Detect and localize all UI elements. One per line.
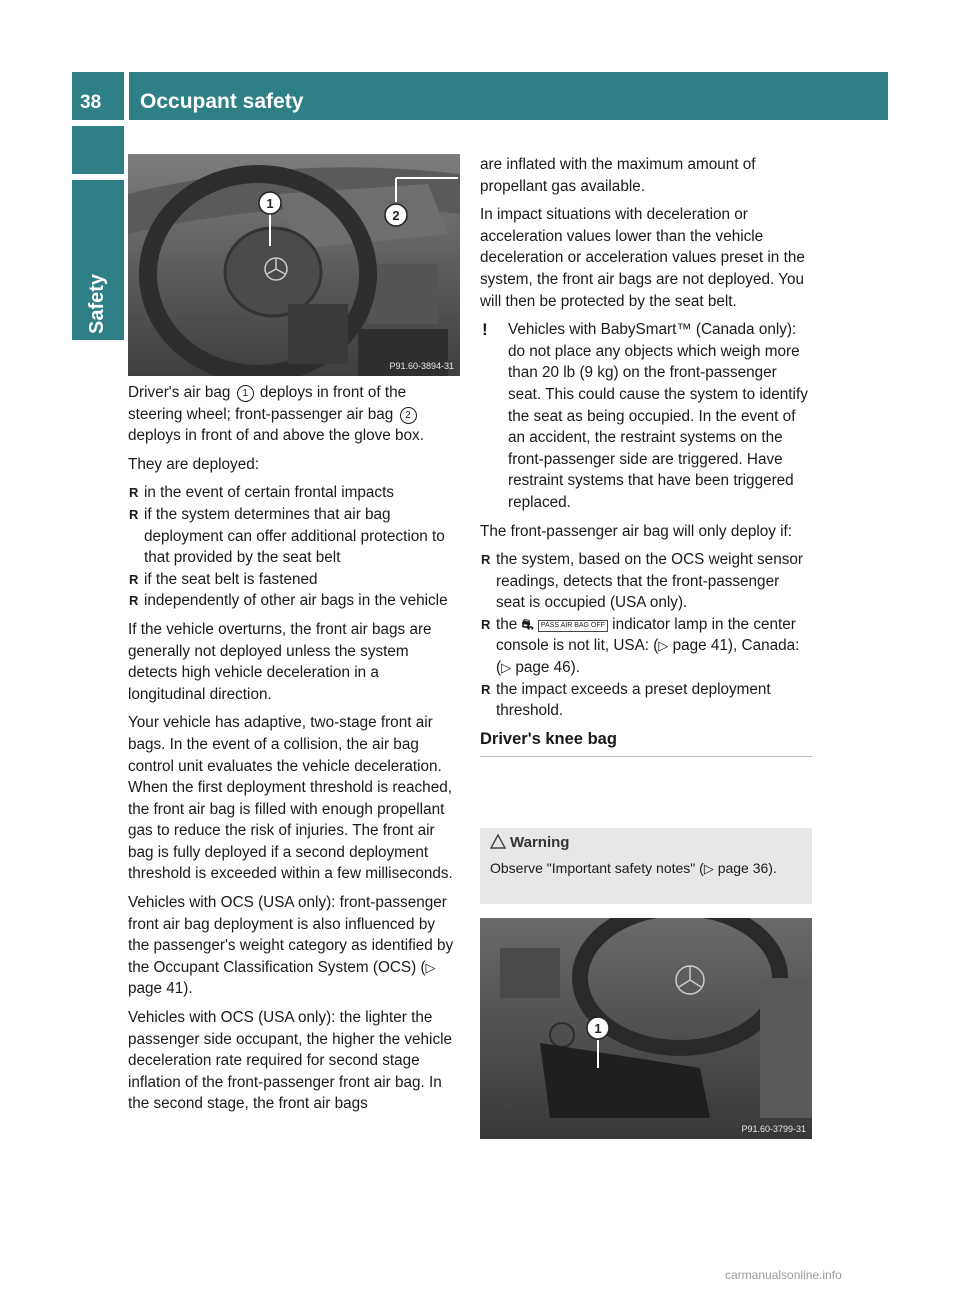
deployment-conditions-list — [128, 482, 460, 612]
warning-title: Warning — [510, 834, 570, 851]
airbag-location-paragraph — [128, 382, 460, 447]
page-ref-icon: ▷ — [703, 861, 714, 876]
inflated-paragraph: are inflated with the maximum amount of propellant gas available. — [480, 156, 756, 195]
page-ref-icon: ▷ — [501, 660, 512, 676]
page-ref-icon: ▷ — [425, 959, 436, 975]
ocs-weight-paragraph: Vehicles with OCS (USA only): the lighter the passenger side occupant, the higher the vehicle deceleration rate required for second stage inflation of the front-passenger front air bag. In the second stage, the front air bags — [128, 1009, 452, 1113]
warning-title-row — [490, 834, 569, 851]
pass-airbag-off-icon: PASS AIR BAG OFF — [538, 620, 608, 632]
list-item: R if the seat belt is fastened — [128, 569, 460, 591]
dashboard-airbag-photo — [128, 154, 460, 376]
page-number: 38 — [80, 92, 102, 113]
right-column — [480, 154, 812, 757]
child-seat-icon: ⛐ — [521, 615, 534, 632]
callout-ref-1: 1 — [237, 385, 254, 402]
low-impact-paragraph: In impact situations with deceleration or acceleration values lower than the vehicle deceleration or acceleration values preset in the system, the front air bags are not deployed. You will then be protected by the seat belt. — [480, 206, 805, 310]
text-run: indicator lamp in the center console is not lit, USA: ( — [496, 615, 796, 655]
list-item: R independently of other air bags in the vehicle — [128, 590, 460, 612]
page-ref-icon: ▷ — [658, 638, 669, 654]
exclamation-icon: ! — [482, 320, 488, 340]
page-ref-link[interactable]: page 41). — [128, 980, 193, 998]
page-ref-link[interactable]: page 41), Canada: ( — [496, 637, 800, 677]
text-run: Driver's air bag — [128, 384, 231, 401]
watermark: carmanualsonline.info — [725, 1268, 842, 1282]
callout-2: 2 — [392, 208, 400, 223]
list-item: R in the event of certain frontal impacts — [128, 482, 460, 504]
front-passenger-conditions-list — [480, 549, 812, 722]
text-run: the — [496, 615, 522, 633]
warning-box — [480, 828, 812, 904]
text-run: Vehicles with OCS (USA only): front-passenger front air bag deployment is also influenced by the passenger's weight category as identified by the Occupant Classification System (OCS) ( — [128, 894, 454, 976]
section-heading: Driver's knee bag — [480, 729, 812, 758]
list-item: R if the system determines that air bag deployment can offer additional protection to that provided by the seat belt — [128, 504, 460, 569]
ocs-paragraph — [128, 892, 460, 1000]
figure-code: P91.60-3894-31 — [389, 361, 454, 371]
text-run: Observe "Important safety notes" ( — [490, 860, 704, 876]
deploy-if-paragraph: The front-passenger air bag will only deploy if: — [480, 522, 793, 540]
text-run: deploys in front of the steering wheel; front-passenger air bag — [128, 384, 407, 423]
knee-bag-photo — [480, 918, 812, 1139]
deployed-intro: They are deployed: — [128, 455, 259, 473]
page-title: Occupant safety — [140, 90, 304, 113]
side-block — [72, 126, 124, 174]
callout-ref-2: 2 — [400, 407, 417, 424]
note-text: Vehicles with BabySmart™ (Canada only): do not place any objects which weigh more than 20 lb (9 kg) on the front-passenger seat. This could cause the system to identify the seat as being occupied. In the event of an accident, the restraint systems on the front-passenger side are triggered. Have restraint systems that have been triggered replaced. — [508, 321, 808, 511]
figure-code: P91.60-3799-31 — [741, 1124, 806, 1134]
warning-triangle-icon — [490, 834, 506, 849]
page-ref-link[interactable]: page 46). — [511, 659, 580, 677]
overturn-paragraph: If the vehicle overturns, the front air bags are generally not deployed unless the system detects high vehicle deceleration in a longitudinal direction. — [128, 620, 432, 703]
two-stage-paragraph: Your vehicle has adaptive, two-stage front air bags. In the event of a collision, the air bag control unit evaluates the vehicle deceleration. When the first deployment threshold is reached, the front air bag is filled with enough propellant gas to reduce the risk of injuries. The front air bag is fully deployed if a second deployment threshold is exceeded within a few milliseconds. — [128, 714, 453, 883]
callout-1: 1 — [594, 1021, 602, 1036]
list-item — [480, 614, 812, 679]
list-item: R the system, based on the OCS weight sensor readings, detects that the front-passenger seat is occupied (USA only). — [480, 549, 812, 614]
left-column — [128, 382, 460, 1122]
warning-body — [490, 858, 805, 879]
page-ref-link[interactable]: page 36). — [713, 860, 777, 876]
callout-1: 1 — [266, 196, 274, 211]
section-tab-label: Safety — [86, 273, 108, 334]
babysmart-note — [480, 319, 812, 513]
list-item: R the impact exceeds a preset deployment threshold. — [480, 679, 812, 722]
text-run: deploys in front of and above the glove box. — [128, 427, 424, 445]
